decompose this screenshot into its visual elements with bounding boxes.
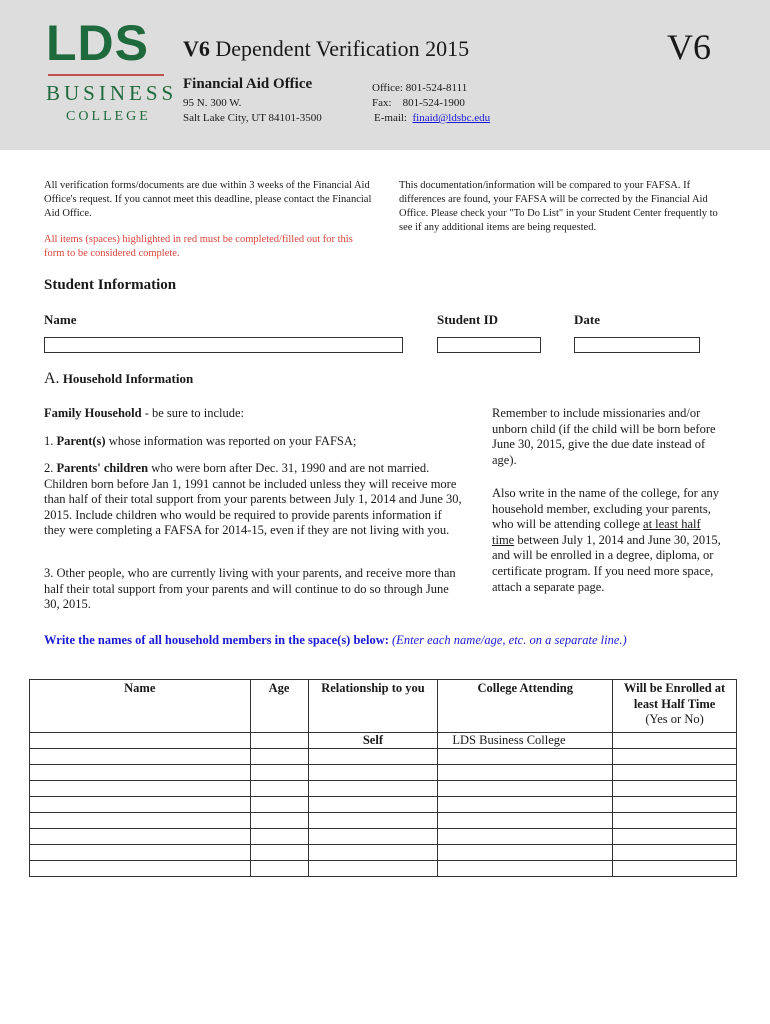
table-row [30,797,737,813]
cell-age[interactable] [250,829,308,845]
col-header-enrolled-sub: (Yes or No) [645,712,704,726]
table-row [30,765,737,781]
cell-age[interactable] [250,797,308,813]
cell-enrolled[interactable] [613,797,737,813]
deadline-notice: All verification forms/documents are due within 3 weeks of the Financial Aid Office's request. If you cannot meet this deadline, please contact the Financial Aid Office. [44,180,372,219]
col-header-enrolled-label: Will be Enrolled at least Half Time [623,681,726,711]
form-title-text: Dependent Verification 2015 [209,36,470,61]
instruction-italic: (Enter each name/age, etc. on a separate line.) [388,633,627,647]
cell-age[interactable] [250,765,308,781]
cell-name[interactable] [30,861,251,877]
fax-number: 801-524-1900 [402,97,465,109]
cell-enrolled[interactable] [613,813,737,829]
logo-college: COLLEGE [66,109,151,124]
col-header-enrolled [613,680,737,733]
cell-name[interactable] [30,845,251,861]
logo-lds: LDS [46,15,149,71]
table-row [30,861,737,877]
cell-name[interactable] [30,797,251,813]
cell-age[interactable] [250,813,308,829]
item-2-text: who were born after Dec. 31, 1990 and are not married. Children born before Jan 1, 1991 cannot be included unless they will receive more than half of their total support from your parents between July 1, 2014 and June 30, 2015. Include children who would be required to provide parents information if they were completing a FAFSA for 2014-15, even if they are not living with you. [44,461,462,538]
name-label: Name [44,312,77,327]
form-title-code: V6 [183,36,210,61]
household-section-letter: A. [44,370,60,387]
item-2-bold: Parents' children [56,461,149,475]
cell-college[interactable] [438,861,613,877]
office-phone: Office: 801-524-8111 [372,82,468,94]
cell-enrolled[interactable] [613,765,737,781]
cell-college: LDS Business College [438,732,613,749]
household-instruction [44,633,744,649]
cell-college[interactable] [438,845,613,861]
table-row [30,781,737,797]
household-item-2 [44,461,462,539]
household-item-1 [44,434,464,450]
family-household-bold: Family Household [44,406,142,420]
college-note-text-a: Also write in the name of the college, for any household member, excluding your parents, who will be attending college [492,486,720,532]
address-line-1: 95 N. 300 W. [183,97,242,109]
cell-college[interactable] [438,829,613,845]
logo-business: BUSINESS [46,81,178,105]
date-label: Date [574,312,600,327]
email-label: E-mail: [374,112,407,124]
cell-college[interactable] [438,749,613,765]
household-item-3: 3. Other people, who are currently living with your parents, and receive more than half their total support from your parents and will continue to do so through June 30, 2015. [44,566,456,612]
cell-college[interactable] [438,813,613,829]
logo-divider [48,74,164,76]
cell-name[interactable] [30,732,251,749]
college-note [492,486,724,595]
col-header-relationship: Relationship to you [308,680,438,733]
cell-name[interactable] [30,765,251,781]
family-household-heading [44,406,464,422]
cell-enrolled[interactable] [613,781,737,797]
form-header [0,0,770,150]
cell-college[interactable] [438,797,613,813]
cell-college[interactable] [438,765,613,781]
cell-name[interactable] [30,813,251,829]
cell-age[interactable] [250,861,308,877]
col-header-college: College Attending [438,680,613,733]
cell-age[interactable] [250,749,308,765]
cell-relationship[interactable] [308,829,438,845]
instruction-bold: Write the names of all household members in the space(s) below: [44,633,389,647]
cell-relationship[interactable] [308,765,438,781]
student-info-title: Student Information [44,277,177,293]
college-note-underlined: at least half time [492,517,701,547]
fax-label: Fax: [372,97,392,109]
cell-enrolled[interactable] [613,861,737,877]
cell-name[interactable] [30,749,251,765]
item-1-number: 1. [44,434,57,448]
cell-name[interactable] [30,781,251,797]
cell-enrolled[interactable] [613,845,737,861]
family-household-rest: - be sure to include: [141,406,244,420]
cell-relationship[interactable] [308,797,438,813]
form-code: V6 [667,27,711,67]
required-notice: All items (spaces) highlighted in red must be completed/filled out for this form to be considered complete. [44,234,353,259]
cell-enrolled[interactable] [613,732,737,749]
email-line [374,112,490,124]
student-id-label: Student ID [437,312,499,327]
household-members-table [29,679,737,877]
cell-relationship[interactable] [308,845,438,861]
cell-age[interactable] [250,845,308,861]
col-header-name: Name [30,680,251,733]
item-1-text: whose information was reported on your FAFSA; [105,434,357,448]
cell-relationship[interactable] [308,813,438,829]
cell-relationship[interactable] [308,781,438,797]
student-id-input[interactable] [437,337,541,353]
table-row [30,749,737,765]
cell-relationship: Self [308,732,438,749]
date-input[interactable] [574,337,700,353]
college-note-text-b: between July 1, 2014 and June 30, 2015, and will be enrolled in a degree, diploma, or certificate program. If you need more space, attach a separate page. [492,532,721,594]
cell-name[interactable] [30,829,251,845]
office-name: Financial Aid Office [183,76,313,92]
address-line-2: Salt Lake City, UT 84101-3500 [183,112,322,124]
cell-age[interactable] [250,781,308,797]
household-section-title [44,370,193,388]
cell-age[interactable] [250,732,308,749]
cell-relationship[interactable] [308,861,438,877]
cell-enrolled[interactable] [613,829,737,845]
cell-relationship[interactable] [308,749,438,765]
email-link[interactable]: finaid@ldsbc.edu [412,112,491,124]
name-input[interactable] [44,337,403,353]
item-2-number: 2. [44,461,57,475]
table-row [30,732,737,749]
remember-note: Remember to include missionaries and/or unborn child (if the child will be born before June 30, 2015, give the due date instead of age). [492,406,716,467]
col-header-age: Age [250,680,308,733]
form-title [183,36,469,62]
household-section-text: Household Information [59,371,194,386]
table-row [30,845,737,861]
cell-college[interactable] [438,781,613,797]
item-1-bold: Parent(s) [56,434,106,448]
table-row [30,829,737,845]
cell-enrolled[interactable] [613,749,737,765]
fafsa-notice: This documentation/information will be compared to your FAFSA. If differences are found, your FAFSA will be corrected by the Financial Aid Office. Please check your "To Do List" in your Student Center frequently to see if any additional items are being requested. [399,180,718,233]
table-row [30,813,737,829]
fax-line [372,97,465,109]
table-header-row [30,680,737,733]
